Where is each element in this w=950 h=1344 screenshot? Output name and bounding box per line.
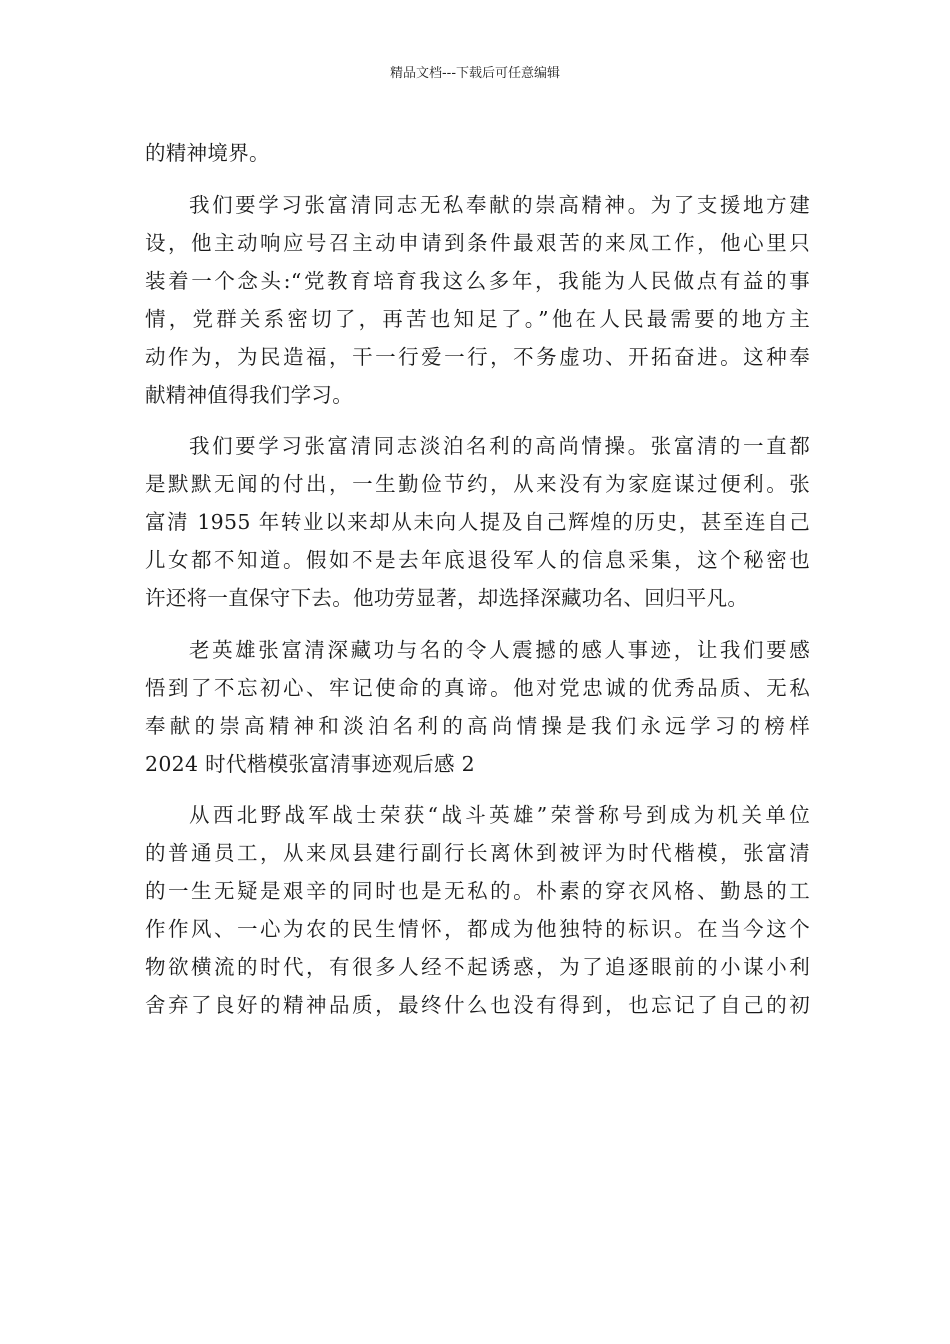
paragraph-selfless-dedication [145, 186, 810, 414]
text-line: 奉献的崇高精神和淡泊名利的高尚情操是我们永远学习的榜样 [145, 713, 810, 738]
text-line: 的一生无疑是艰辛的同时也是无私的。朴素的穿衣风格、勤恳的工 [145, 879, 810, 903]
section-title: 2024 时代楷模张富清事迹观后感 2 [145, 751, 475, 776]
text-line: 作作风、一心为农的民生情怀，都成为他独特的标识。在当今这个 [145, 917, 810, 941]
text-line: 是默默无闻的付出，一生勤俭节约，从来没有为家庭谋过便利。张 [145, 472, 810, 496]
text-line: 许还将一直保守下去。他功劳显著，却选择深藏功名、回归平凡。 [145, 586, 749, 610]
text-line: 老英雄张富清深藏功与名的令人震撼的感人事迹，让我们要感 [189, 637, 810, 662]
text-line: 的普通员工，从来凤县建行副行长离休到被评为时代楷模，张富清 [145, 841, 810, 865]
text-line: 装着一个念头:“党教育培育我这么多年，我能为人民做点有益的事 [145, 268, 810, 293]
text-line: 动作为，为民造福，干一行爱一行，不务虚功、开拓奋进。这种奉 [145, 344, 810, 369]
text-line: 情，党群关系密切了，再苦也知足了。”他在人民最需要的地方主 [145, 306, 810, 331]
text-line: 悟到了不忘初心、牢记使命的真谛。他对党忠诚的优秀品质、无私 [145, 675, 810, 700]
paragraph-continuation [145, 134, 810, 172]
paragraph-indifference-to-fame [145, 427, 810, 617]
paragraph-hero-life [145, 796, 810, 1024]
text-line: 从西北野战军战士荣获“战斗英雄”荣誉称号到成为机关单位 [189, 803, 810, 827]
text-line: 我们要学习张富清同志淡泊名利的高尚情操。张富清的一直都 [189, 434, 810, 458]
text-line: 我们要学习张富清同志无私奉献的崇高精神。为了支援地方建 [189, 192, 810, 217]
text-line: 设，他主动响应号召主动申请到条件最艰苦的来凤工作，他心里只 [145, 230, 810, 255]
paragraph-conclusion [145, 631, 810, 783]
page-header: 精品文档---下载后可任意编辑 [389, 66, 561, 81]
text-line: 献精神值得我们学习。 [145, 382, 353, 407]
text-line: 的精神境界。 [145, 141, 270, 165]
text-line: 儿女都不知道。假如不是去年底退役军人的信息采集，这个秘密也 [145, 548, 810, 572]
text-line: 舍弃了良好的精神品质，最终什么也没有得到，也忘记了自己的初 [145, 993, 810, 1017]
document-body [145, 134, 810, 1024]
text-line: 物欲横流的时代，有很多人经不起诱惑，为了追逐眼前的小谋小利 [145, 955, 810, 979]
text-line: 富清 1955 年转业以来却从未向人提及自己辉煌的历史，甚至连自己 [145, 510, 810, 534]
